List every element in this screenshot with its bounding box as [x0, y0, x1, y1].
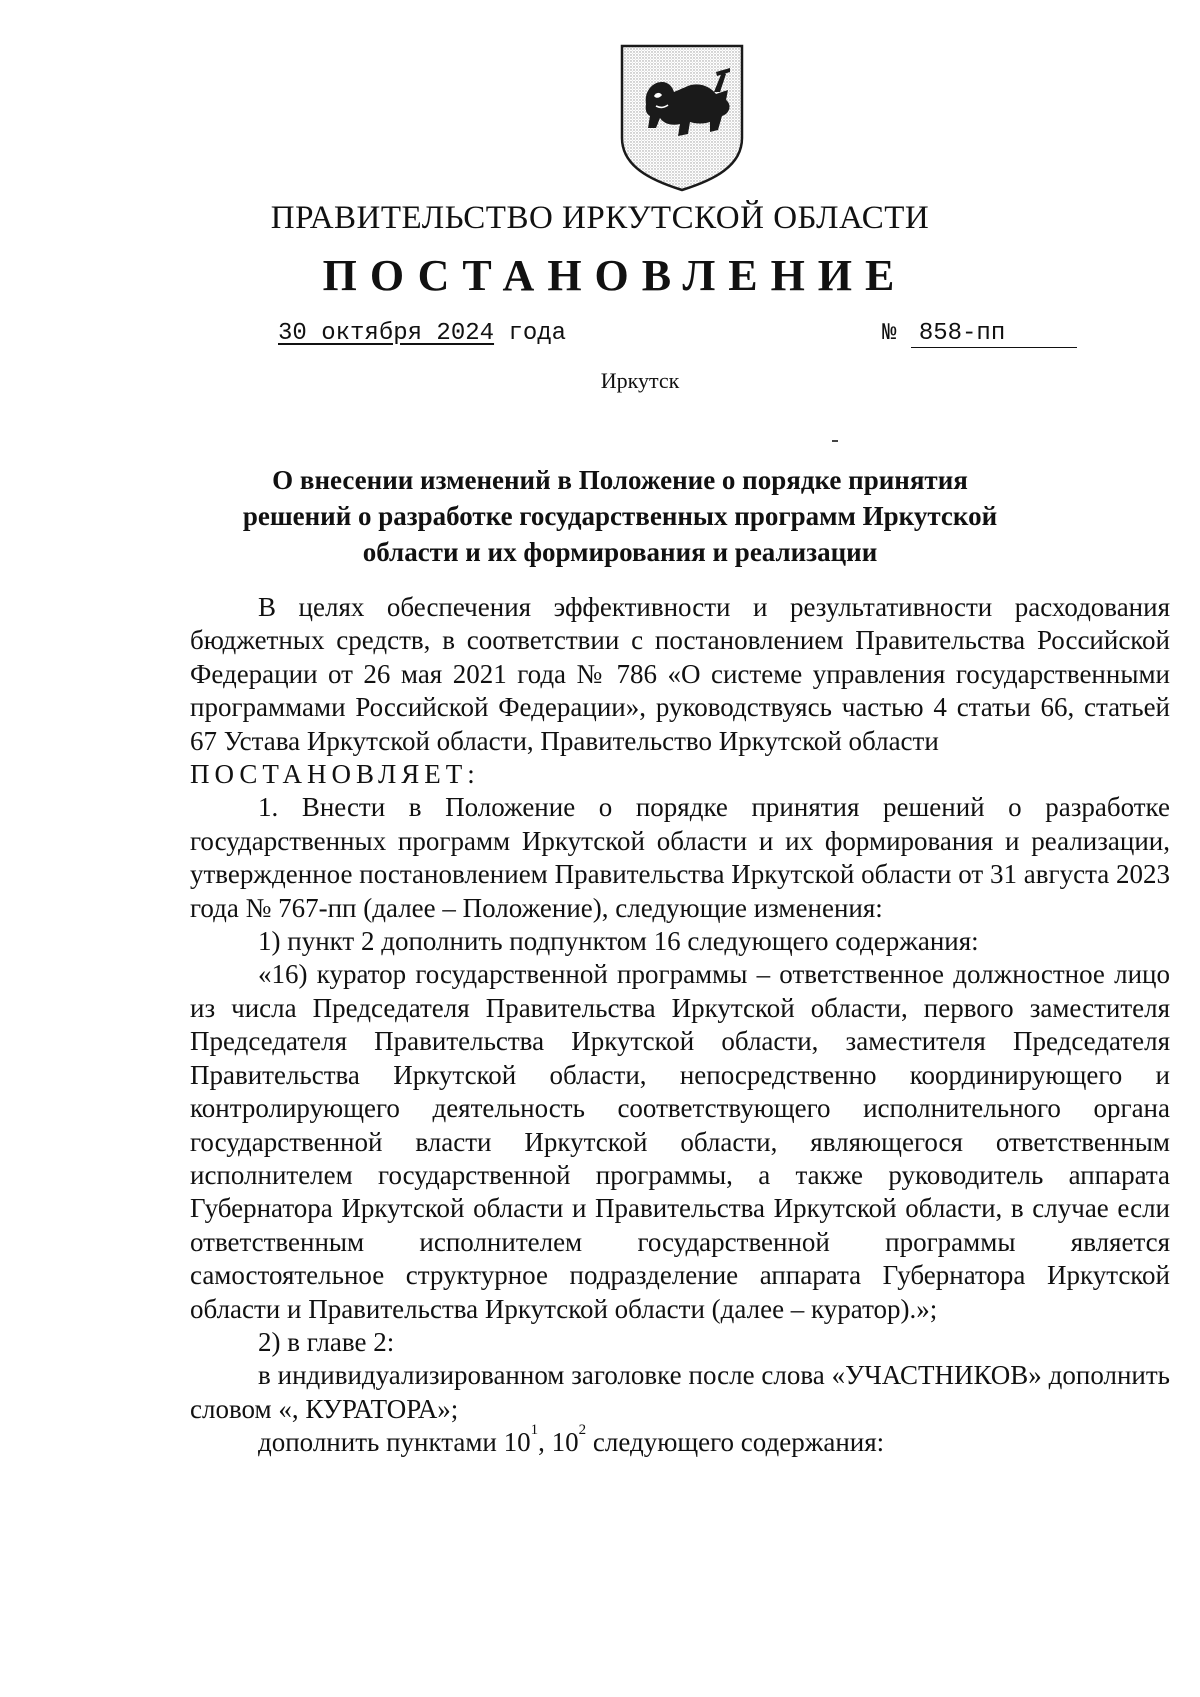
- quote-16-paragraph: «16) куратор государственной программы – ответственное должностное лицо из числа Председателя Правительства Иркутской области, первого заместителя Председателя Правительства Иркутской области, заместителя Председателя Правительства Иркутской области, непосредственно координирующего и контролирующего деятельность соответствующего исполнительного органа государственной власти Иркутской области, являющегося ответственным исполнителем государственной программы, а также руководитель аппарата Губернатора Иркутской области и Правительства Иркутской области, в случае если ответственным исполнителем государственной программы является самостоятельное структурное подразделение аппарата Губернатора Иркутской области и Правительства Иркутской области (далее – куратор).»;: [190, 959, 1170, 1324]
- subitem-2-add-points: [190, 1422, 1170, 1459]
- item-1-paragraph: 1. Внести в Положение о порядке принятия решений о разработке государственных программ Иркутской области и их формирования и реализации, утвержденное постановлением Правительства Иркутской области от 31 августа 2023 года № 767-пп (далее – Положение), следующие изменения:: [190, 792, 1170, 923]
- number-value: 858-пп: [911, 321, 1077, 348]
- document-number: [882, 320, 1077, 348]
- add-points-prefix: дополнить пунктами 10: [258, 1427, 531, 1458]
- document-type: ПОСТАНОВЛЕНИЕ: [322, 251, 908, 300]
- date-value: 30 октября 2024: [278, 320, 495, 347]
- preamble-paragraph: В целях обеспечения эффективности и результативности расходования бюджетных средств, в соответствии с постановлением Правительства Российской Федерации от 26 мая 2021 года № 786 «О системе управления государственными программами Российской Федерации», руководствуясь частью 4 статьи 66, статьей 67 Устава Иркутской области, Правительство Иркутской области: [190, 592, 1170, 756]
- irkutsk-coat-of-arms-icon: [618, 42, 746, 192]
- government-name: ПРАВИТЕЛЬСТВО ИРКУТСКОЙ ОБЛАСТИ: [270, 200, 930, 236]
- subitem-2-paragraph: 2) в главе 2:: [258, 1326, 395, 1357]
- document-date: [278, 320, 566, 347]
- superscript-2: 2: [578, 1422, 587, 1439]
- superscript-1: 1: [530, 1422, 539, 1439]
- subitem-1-paragraph: 1) пункт 2 дополнить подпунктом 16 следующего содержания:: [258, 926, 979, 957]
- number-prefix: №: [882, 320, 897, 347]
- scan-mark: [832, 440, 838, 442]
- add-points-suffix: следующего содержания:: [586, 1427, 885, 1458]
- decree-word: ПОСТАНОВЛЯЕТ:: [190, 759, 480, 790]
- add-points-separator: , 10: [538, 1427, 579, 1458]
- document-body: [190, 591, 1170, 1460]
- subitem-2-heading-change: в индивидуализированном заголовке после слова «УЧАСТНИКОВ» дополнить словом «, КУРАТОРА»;: [190, 1360, 1170, 1424]
- date-suffix: года: [508, 320, 567, 347]
- document-heading: О внесении изменений в Положение о порядке принятия решений о разработке государственных программ Иркутской области и их формирования и реализации: [242, 465, 998, 567]
- city-name: Иркутск: [600, 368, 680, 393]
